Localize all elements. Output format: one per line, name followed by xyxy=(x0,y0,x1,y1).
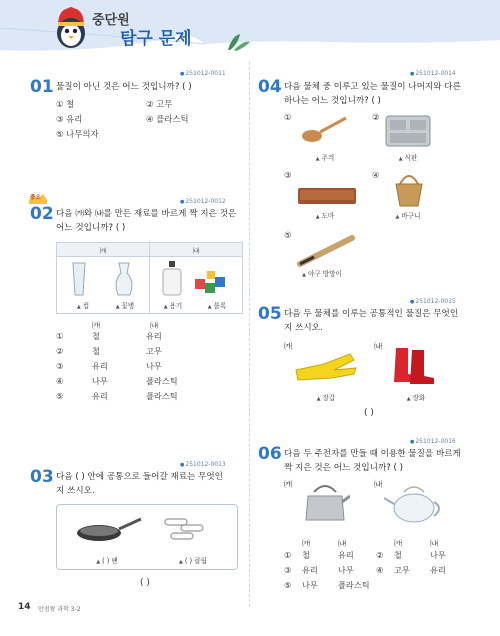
paper-clips-icon xyxy=(161,513,213,545)
column-divider xyxy=(249,62,251,607)
q05-label-ga: ㈎ xyxy=(284,341,293,351)
q02-pair-head-na: ㈏ xyxy=(150,320,159,330)
plastic-bottle-icon xyxy=(161,259,183,297)
q05-text-line2: 지 쓰시오. xyxy=(284,323,323,333)
q06-text-line1: 다음 두 주전자를 만들 때 이용한 물질을 바르게 xyxy=(284,449,461,459)
q05-caption-glove: ▲ 장갑 xyxy=(316,394,336,402)
cutting-board-icon xyxy=(296,178,358,208)
q02-image-table xyxy=(56,242,243,314)
frying-pan-icon xyxy=(75,515,143,543)
q02-pair-head-ga: ㈎ xyxy=(92,320,101,330)
q03-caption-pan: ▲ ( ) 팬 xyxy=(96,557,118,565)
baseball-bat-icon xyxy=(296,232,356,268)
q01-option-2: ② 고무 xyxy=(146,99,173,109)
q05-number: 05 xyxy=(258,304,282,324)
q04-caption-3: ▲ 도마 xyxy=(315,212,335,220)
q02-text-line2: 어느 것입니까? ( ) xyxy=(56,223,126,233)
q02-caption-vase: ▲ 꽃병 xyxy=(115,302,135,310)
q01-code: ● 251012-0011 xyxy=(180,70,226,77)
q05-text-line1: 다음 두 물체를 이루는 공통적인 물질은 무엇인 xyxy=(284,309,459,319)
q05-code: ● 251012-0015 xyxy=(410,298,456,305)
page-title: 탐구 문제 xyxy=(120,29,192,49)
q04-caption-2: ▲ 식판 xyxy=(398,154,418,162)
q04-text-line1: 다음 물체 중 이루고 있는 물질이 나머지와 다른 xyxy=(284,82,461,92)
q03-image-box xyxy=(56,504,238,570)
q04-item-2-num: ② xyxy=(372,112,380,122)
q06-code: ● 251012-0016 xyxy=(410,438,456,445)
q02-code: ● 251012-0012 xyxy=(180,198,226,205)
q06-label-na: ㈏ xyxy=(374,479,383,489)
q05-answer-blank[interactable]: ( ) xyxy=(364,408,374,418)
q04-caption-1: ▲ 주걱 xyxy=(315,154,335,162)
q06-number: 06 xyxy=(258,444,282,464)
q02-number: 02 xyxy=(30,204,54,224)
q04-code: ● 251012-0014 xyxy=(410,70,456,77)
q06-label-ga: ㈎ xyxy=(284,479,293,489)
glass-kettle-icon xyxy=(384,480,444,526)
q03-text-line2: 지 쓰시오. xyxy=(56,486,95,496)
glass-cup-icon xyxy=(71,261,87,297)
q04-item-4-num: ④ xyxy=(372,170,380,180)
q02-caption-container: ▲ 용기 xyxy=(163,302,183,310)
glass-vase-icon xyxy=(113,261,135,297)
q02-caption-cup: ▲ 컵 xyxy=(76,302,90,310)
q04-item-5-num: ⑤ xyxy=(284,230,292,240)
q05-caption-boots: ▲ 장화 xyxy=(406,394,426,402)
basket-icon xyxy=(392,170,426,208)
steel-kettle-icon xyxy=(300,480,350,526)
q01-text: 물질이 아닌 것은 어느 것입니까? ( ) xyxy=(56,82,192,92)
q02-text-line1: 다음 ㈎와 ㈏를 만든 재료를 바르게 짝 지은 것은 xyxy=(56,209,237,219)
q01-option-1: ① 철 xyxy=(56,99,75,109)
rubber-glove-icon xyxy=(294,350,358,384)
mascot-penguin-icon xyxy=(52,6,90,50)
q03-number: 03 xyxy=(30,467,54,487)
q03-text-line1: 다음 ( ) 안에 공통으로 들어갈 재료는 무엇인 xyxy=(56,472,223,482)
q01-option-4: ④ 플라스틱 xyxy=(146,114,189,124)
book-title: 만점왕 과학 3-2 xyxy=(38,606,81,613)
q03-code: ● 251012-0013 xyxy=(180,461,226,468)
steel-tray-icon xyxy=(384,114,432,148)
page-number: 14 xyxy=(18,602,31,612)
q04-item-1-num: ① xyxy=(284,112,292,122)
toy-blocks-icon xyxy=(193,265,231,297)
q04-item-3-num: ③ xyxy=(284,170,292,180)
q04-number: 04 xyxy=(258,77,282,97)
rain-boots-icon xyxy=(390,346,438,386)
wooden-spatula-icon xyxy=(300,114,350,146)
q03-caption-clip: ▲ ( ) 클립 xyxy=(179,557,207,565)
q01-number: 01 xyxy=(30,77,54,97)
q03-answer-blank[interactable]: ( ) xyxy=(140,578,150,588)
q06-text-line2: 짝 지은 것은 어느 것입니까? ( ) xyxy=(284,463,403,473)
q06-options: ㈎ ㈏ ㈎ ㈏ ① 철 유리 ② 철 나무 ③ 유리 나무 ④ 고무 유리 ⑤ 나무 플라스틱 xyxy=(284,538,446,590)
q01-option-5: ⑤ 나무의자 xyxy=(56,129,99,139)
q04-caption-4: ▲ 바구니 xyxy=(395,212,421,220)
q04-caption-5: ▲ 야구 방망이 xyxy=(302,270,342,278)
q02-table-head-ga: ㈎ xyxy=(99,247,107,255)
q01-option-3: ③ 유리 xyxy=(56,114,83,124)
q02-table-head-na: ㈏ xyxy=(192,247,200,255)
q05-label-na: ㈏ xyxy=(374,341,383,351)
important-badge: 중요 xyxy=(27,192,49,222)
q04-text-line2: 하나는 어느 것입니까? ( ) xyxy=(284,96,381,106)
q02-caption-blocks: ▲ 블록 xyxy=(207,302,227,310)
section-label: 중단원 xyxy=(92,13,130,28)
